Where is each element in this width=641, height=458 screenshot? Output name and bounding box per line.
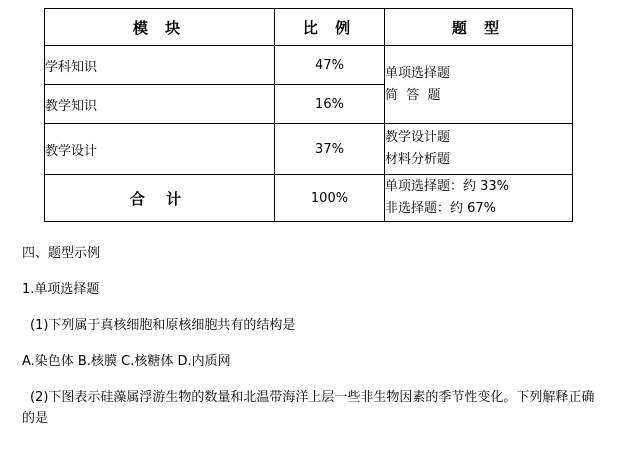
table-header-row — [45, 9, 573, 46]
cell-ratio: 47% — [275, 46, 385, 85]
table-row — [45, 124, 573, 175]
header-module: 模 块 — [45, 9, 275, 46]
type-line: 非选择题：约 67% — [385, 201, 497, 216]
cell-ratio: 16% — [275, 85, 385, 124]
cell-module: 教学设计 — [45, 124, 275, 175]
cell-type-group-2 — [385, 124, 573, 175]
cell-total-type — [385, 175, 573, 222]
cell-module: 教学知识 — [45, 85, 275, 124]
section-title: 四、题型示例 — [22, 246, 101, 261]
cell-module: 学科知识 — [45, 46, 275, 85]
type-line: 材料分析题 — [385, 152, 451, 167]
type-line: 教学设计题 — [385, 130, 451, 145]
item-1-heading: 1.单项选择题 — [22, 282, 100, 297]
type-line: 简 答 题 — [385, 87, 441, 103]
question-2 — [22, 388, 625, 407]
question-1-options: A.染色体 B.核膜 C.核糖体 D.内质网 — [22, 354, 231, 369]
table-row — [45, 46, 573, 85]
question-2-continuation: 的是 — [22, 411, 49, 426]
question-2-text: (2)下图表示硅藻属浮游生物的数量和北温带海洋上层一些非生物因素的季节性变化。下列解释正确 — [30, 390, 595, 405]
cell-total-ratio: 100% — [275, 175, 385, 222]
cell-total-label: 合 计 — [45, 175, 275, 222]
header-ratio: 比 例 — [275, 9, 385, 46]
cell-type-group-1 — [385, 46, 573, 124]
exam-spec-table — [44, 8, 573, 222]
document-page — [0, 8, 641, 458]
cell-ratio: 37% — [275, 124, 385, 175]
type-line: 单项选择题 — [385, 65, 451, 81]
header-question-type: 题 型 — [385, 9, 573, 46]
table-total-row — [45, 175, 573, 222]
question-1: (1)下列属于真核细胞和原核细胞共有的结构是 — [30, 318, 296, 333]
type-line: 单项选择题：约 33% — [385, 179, 510, 194]
